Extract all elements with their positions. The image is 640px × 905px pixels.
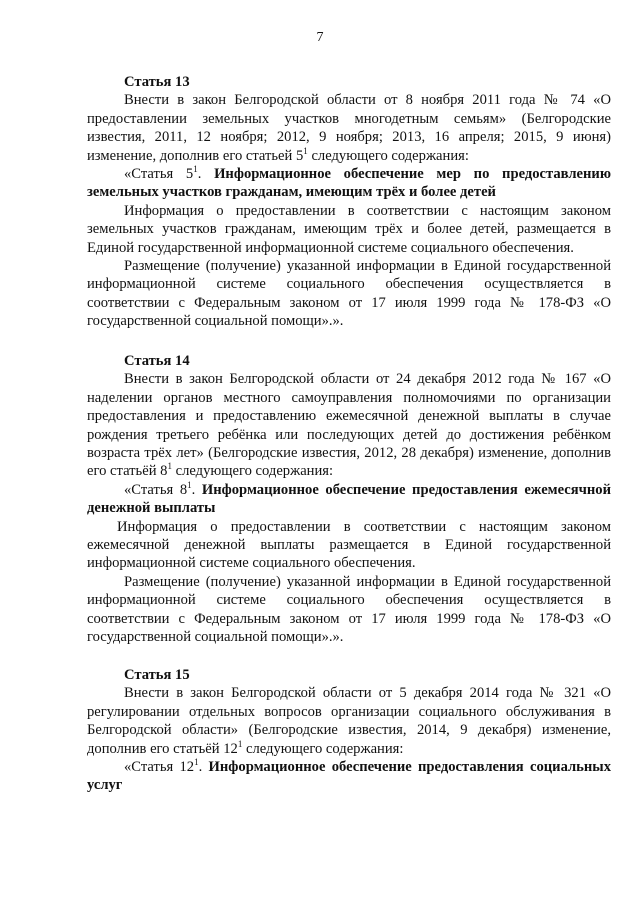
article-heading: Статья 14 — [124, 353, 190, 369]
article-13 — [87, 73, 611, 331]
article-paragraph: Размещение (получение) указанной информации в Единой государственной информационной системе социального обеспечения осуществляется в соответствии с Федеральным законом от 17 июля 1999 года № 178-ФЗ «О государственной социальной помощи».». — [87, 258, 611, 330]
article-heading: Статья 13 — [124, 74, 190, 90]
article-14 — [87, 352, 611, 647]
inserted-article-title: «Статья $8^1$. Информационное обеспечение предоставления ежемесячной денежной выплаты — [87, 479, 611, 517]
inserted-article-title: «Статья $12^1$. Информационное обеспечение предоставления социальных услуг — [87, 757, 611, 794]
article-paragraph: Информация о предоставлении в соответствии с настоящим законом ежемесячной денежной выплаты размещается в Единой государственной информационной системе социального обеспечения. — [87, 518, 611, 572]
article-intro: Внести в закон Белгородской области от 24 декабря 2012 года № 167 «О наделении органов местного самоуправления полномочиями по организации предоставления и предоставлению ежемесячной денежной выплаты в случае рождения третьего ребёнка или последующих детей до достижения ребёнком возраста трёх лет» (Белгородские известия, 2012, 28 декабря) изменение, дополнив его статьёй $8^1$ следующего содержания: — [87, 371, 611, 480]
article-intro: Внести в закон Белгородской области от 8 ноября 2011 года № 74 «О предоставлении земельных участков многодетным семьям» (Белгородские известия, 2011, 12 ноября; 2012, 9 ноября; 2013, 16 апреля; 2015, 9 июня) изменение, дополнив его статьей $5^1$ следующего содержания: — [87, 92, 611, 164]
article-paragraph: Информация о предоставлении в соответствии с настоящим законом земельных участков гражданам, имеющим трёх и более детей, размещается в Единой государственной информационной системе социального обеспечения. — [87, 202, 611, 256]
article-15 — [87, 666, 611, 795]
article-intro: Внести в закон Белгородской области от 5 декабря 2014 года № 321 «О регулировании отдельных вопросов организации социального обслуживания в Белгородской области» (Белгородские известия, 2014, 9 декабря) изменение, дополнив его статьёй $12^1$ следующего содержания: — [87, 685, 611, 757]
inserted-article-title: «Статья $5^1$. Информационное обеспечение мер по предоставлению земельных участков гражданам, имеющим трёх и более детей — [87, 164, 611, 201]
article-paragraph: Размещение (получение) указанной информации в Единой государственной информационной системе социального обеспечения осуществляется в соответствии с Федеральным законом от 17 июля 1999 года № 178-ФЗ «О государственной социальной помощи».». — [87, 573, 611, 646]
page-number: 7 — [316, 30, 324, 45]
article-heading: Статья 15 — [124, 667, 190, 683]
